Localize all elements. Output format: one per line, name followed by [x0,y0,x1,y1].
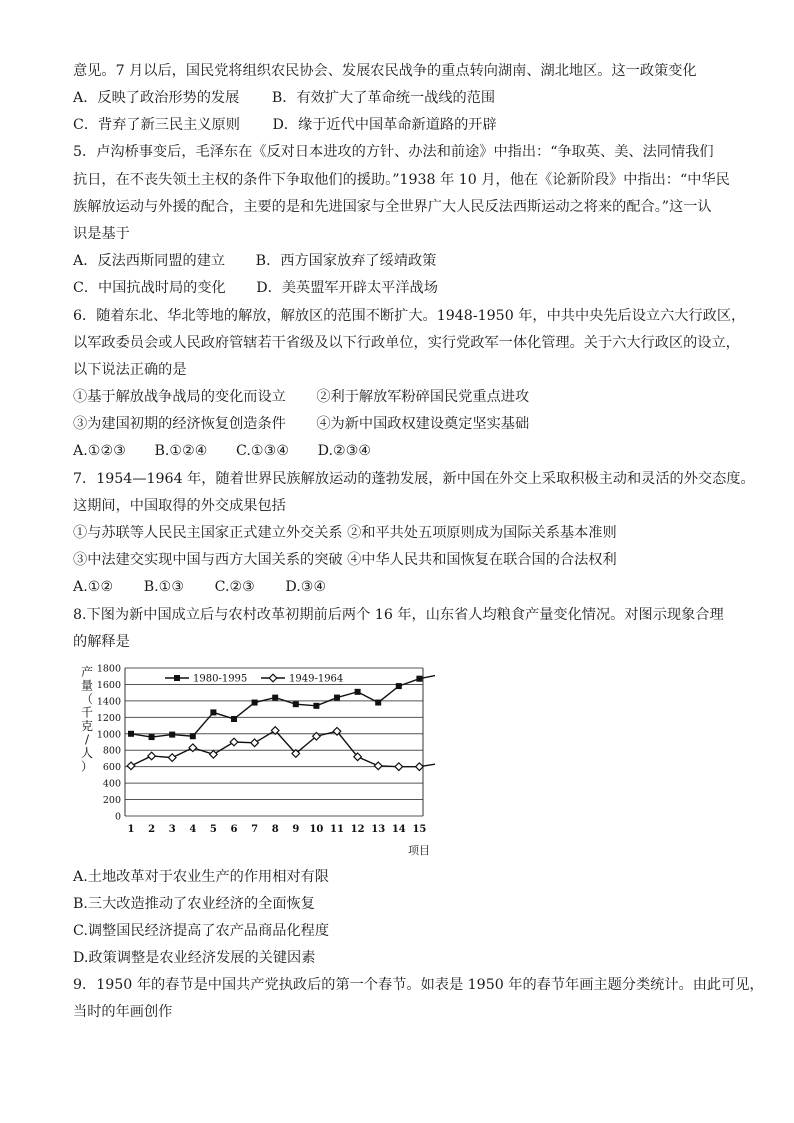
data-point [334,695,340,701]
q5-stem-line-3: 族解放运动与外援的配合，主要的是和先进国家与全世界广大人民反法西斯运动之将来的配合。”这一认 [73,199,712,215]
y-tick-label: 0 [114,811,121,823]
y-tick-label: 800 [102,745,121,757]
q6-option-a[interactable]: A.①②③ [73,443,126,459]
q5-option-d[interactable]: D．美英盟军开辟太平洋战场 [256,280,438,296]
legend-label: 1980-1995 [193,673,248,685]
x-tick-label: 8 [271,824,279,835]
data-point [272,695,278,701]
q6-options [73,441,754,461]
data-point [231,716,237,722]
y-axis-label-char: 千 [80,705,94,720]
q6-stem-line-1: 6．随着东北、华北等地的解放，解放区的范围不断扩大。1948-1950 年，中共中央先后设立六大行政区， [73,308,746,324]
series-line-1949-1964 [131,730,435,766]
q8-option-a[interactable]: A.土地改革对于农业生产的作用相对有限 [73,869,329,885]
q6-option-b[interactable]: B.①②④ [154,443,208,459]
q4-option-a[interactable]: A．反映了政治形势的发展 [73,90,240,106]
q6-items-34 [73,414,754,434]
data-point [252,700,258,706]
data-point [210,709,216,715]
x-tick-label: 11 [330,824,344,835]
data-point [395,763,403,771]
q4-options-ab [73,88,754,108]
q5-options-ab [73,251,754,271]
q7-items-34: ③中法建交实现中国与西方大国关系的突破 ④中华人民共和国恢复在联合国的合法权利 [73,552,617,568]
q7-items-12: ①与苏联等人民民主国家正式建立外交关系 ②和平共处五项原则成为国际关系基本准则 [73,525,617,541]
q6-option-c[interactable]: C.①③④ [236,443,290,459]
y-axis-label-char: 人 [80,746,94,760]
x-tick-label: 12 [350,824,365,835]
data-point [168,754,176,762]
q7-option-b[interactable]: B.①③ [143,579,185,595]
q5-options-cd [73,278,754,298]
x-tick-label: 7 [251,824,259,835]
y-axis-label-char: ） [80,759,94,774]
legend-marker [174,675,180,681]
data-point [251,739,259,747]
data-point [416,763,424,771]
data-point [416,676,422,682]
q6-item-1: ①基于解放战争战局的变化而设立 [73,389,286,405]
data-point [148,752,156,760]
y-tick-label: 1600 [96,679,121,691]
x-tick-label: 6 [230,824,238,835]
q5-stem-line-1: 5．卢沟桥事变后，毛泽东在《反对日本进攻的方针、办法和前途》中指出：“争取英、美、法同情我们 [73,144,714,160]
data-point [149,734,155,740]
q9-stem-line-1: 9．1950 年的春节是中国共产党执政后的第一个春节。如表是 1950 年的春节年画主题分类统计。由此可见， [73,977,764,993]
data-point [190,733,196,739]
data-point [374,762,382,770]
data-point [230,738,238,746]
data-point [128,731,134,737]
q8-option-d[interactable]: D.政策调整是农业经济发展的关键因素 [73,950,316,966]
data-point [169,732,175,738]
x-tick-label: 5 [209,824,217,835]
q9-stem-line-2: 当时的年画创作 [73,1004,173,1020]
q5-stem-line-2: 抗日，在不丧失领土主权的条件下争取他们的援助。”1938 年 10 月，他在《论新阶段》中指出：“中华民 [73,172,730,188]
q7-stem-line-2: 这期间，中国取得的外交成果包括 [73,498,286,514]
chart-legend [165,674,343,685]
chart-svg [73,658,435,858]
y-tick-label: 1000 [96,729,121,741]
x-tick-label: 2 [148,824,156,835]
legend-marker [269,674,277,682]
x-tick-label: 4 [189,824,197,835]
q6-item-3: ③为建国初期的经济恢复创造条件 [73,416,286,432]
x-tick-label: 10 [309,824,324,835]
q6-item-4: ④为新中国政权建设奠定坚实基础 [316,416,530,432]
data-point [313,703,319,709]
q5-option-b[interactable]: B．西方国家放弃了绥靖政策 [255,253,437,269]
legend-label: 1949-1964 [289,673,344,685]
x-tick-label: 1 [127,824,135,835]
q7-options [73,577,754,597]
q6-stem-line-3: 以下说法正确的是 [73,362,187,378]
data-point [355,689,361,695]
x-tick-labels [128,824,427,835]
x-tick-label: 15 [412,824,427,835]
y-axis-label-char: 产 [80,665,94,679]
y-tick-label: 400 [102,778,121,790]
q5-option-a[interactable]: A．反法西斯同盟的建立 [73,253,226,269]
y-axis-label-char: 克 [80,719,94,733]
y-axis-label-char: / [84,732,90,747]
data-point [127,762,135,770]
y-tick-label: 1800 [96,663,121,675]
grain-output-chart [73,658,435,858]
chart-series [127,672,435,771]
q5-stem-line-4: 识是基于 [73,226,130,242]
chart-grid [125,668,423,816]
y-tick-labels [97,664,121,823]
data-point [293,701,299,707]
data-point [210,751,218,759]
y-tick-label: 1200 [96,712,121,724]
x-tick-label: 14 [391,824,406,835]
y-axis-label [81,664,93,774]
y-tick-label: 200 [102,795,121,807]
q6-item-2: ②利于解放军粉碎国民党重点进攻 [316,389,530,405]
q4-option-c[interactable]: C．背弃了新三民主义原则 [73,117,240,133]
q4-option-b[interactable]: B．有效扩大了革命统一战线的范围 [271,90,496,106]
y-axis-label-char: 量 [80,678,94,693]
data-point [375,700,381,706]
q8-stem-line-2: 的解释是 [73,634,130,650]
q8-option-c[interactable]: C.调整国民经济提高了农产品商品化程度 [73,923,330,939]
q6-option-d[interactable]: D.②③④ [317,443,372,459]
q7-stem-line-1: 7．1954—1964 年，随着世界民族解放运动的蓬勃发展，新中国在外交上采取积极主动和灵活的外交态度。 [73,471,755,487]
q4-options-cd [73,115,754,135]
q5-option-c[interactable]: C．中国抗战时局的变化 [73,280,226,296]
q6-items-12 [73,387,754,407]
x-tick-label: 9 [292,824,300,835]
y-axis-label-char: （ [80,692,94,706]
q8-option-b[interactable]: B.三大改造推动了农业经济的全面恢复 [73,896,315,912]
y-tick-label: 600 [102,762,121,774]
data-point [396,683,402,689]
x-tick-label: 3 [168,824,176,835]
q7-option-c[interactable]: C.②③ [214,579,255,595]
y-tick-label: 1400 [96,696,121,708]
q8-stem-line-1: 8.下图为新中国成立后与农村改革初期前后两个 16 年，山东省人均粮食产量变化情况。对图示现象合理 [73,607,724,623]
q7-option-d[interactable]: D.③④ [285,579,327,595]
q7-option-a[interactable]: A.①② [73,579,114,595]
q4-stem-tail: 意见。7 月以后，国民党将组织农民协会、发展农民战争的重点转向湖南、湖北地区。这一政策变化 [73,63,697,79]
q6-stem-line-2: 以军政委员会或人民政府管辖若干省级及以下行政单位，实行党政军一体化管理。关于六大行政区的设立， [73,335,740,351]
x-axis-label: 项目 [408,844,430,857]
q4-option-d[interactable]: D．缘于近代中国革命新道路的开辟 [272,117,497,133]
x-tick-label: 13 [371,824,386,835]
